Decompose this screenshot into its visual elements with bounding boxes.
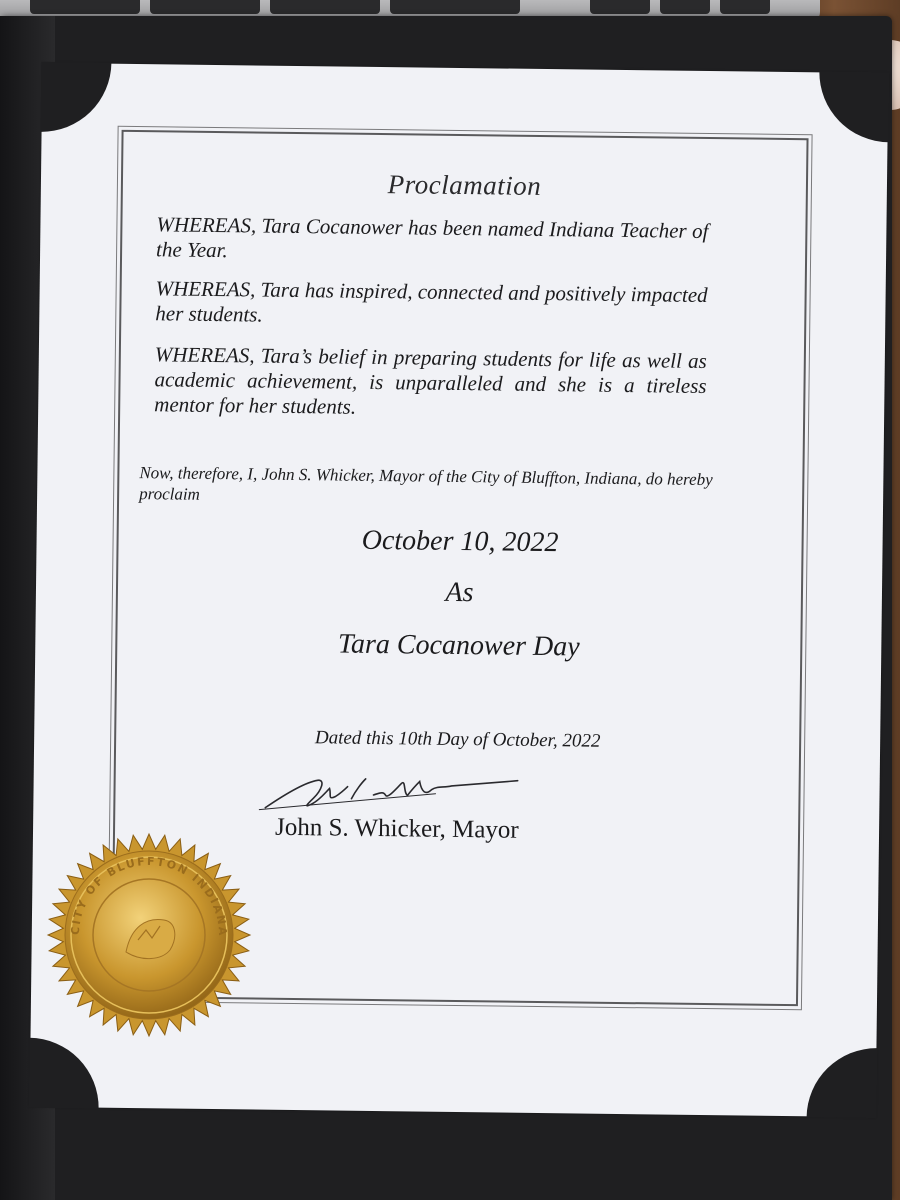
folder-corner-tab xyxy=(807,1047,878,1118)
proclaimed-day-name: Tara Cocanower Day xyxy=(337,628,580,663)
keyboard-key xyxy=(150,0,260,14)
dated-line: Dated this 10th Day of October, 2022 xyxy=(314,727,601,752)
keyboard-key xyxy=(590,0,650,14)
keyboard-key xyxy=(30,0,140,14)
whereas-paragraph-1: WHEREAS, Tara Cocanower has been named Indiana Teacher of the Year. xyxy=(155,212,709,263)
now-therefore-statement: Now, therefore, I, John S. Whicker, Mayor of the City of Bluffton, Indiana, do hereby proclaim xyxy=(139,463,713,504)
folder-corner-tab xyxy=(819,71,890,142)
whereas-paragraph-2: WHEREAS, Tara has inspired, connected and positively impacted her students. xyxy=(155,276,708,327)
folder-corner-tab xyxy=(29,1038,100,1109)
proclamation-title: Proclamation xyxy=(387,169,542,201)
keyboard-key xyxy=(660,0,710,14)
keyboard-key xyxy=(720,0,770,14)
folder-corner-tab xyxy=(41,62,112,133)
seal-ring-text: CITY OF BLUFFTON INDIANA xyxy=(68,854,230,938)
keyboard-key xyxy=(270,0,380,14)
proclaimed-date: October 10, 2022 xyxy=(361,524,559,559)
mayor-name-title: John S. Whicker, Mayor xyxy=(274,813,519,844)
whereas-paragraph-3: WHEREAS, Tara’s belief in preparing students for life as well as academic achievement, is unparalleled and she is a tireless mentor for her students. xyxy=(154,342,707,419)
keyboard-key xyxy=(390,0,520,14)
gold-city-seal-icon xyxy=(46,832,252,1038)
as-word: As xyxy=(445,576,474,609)
